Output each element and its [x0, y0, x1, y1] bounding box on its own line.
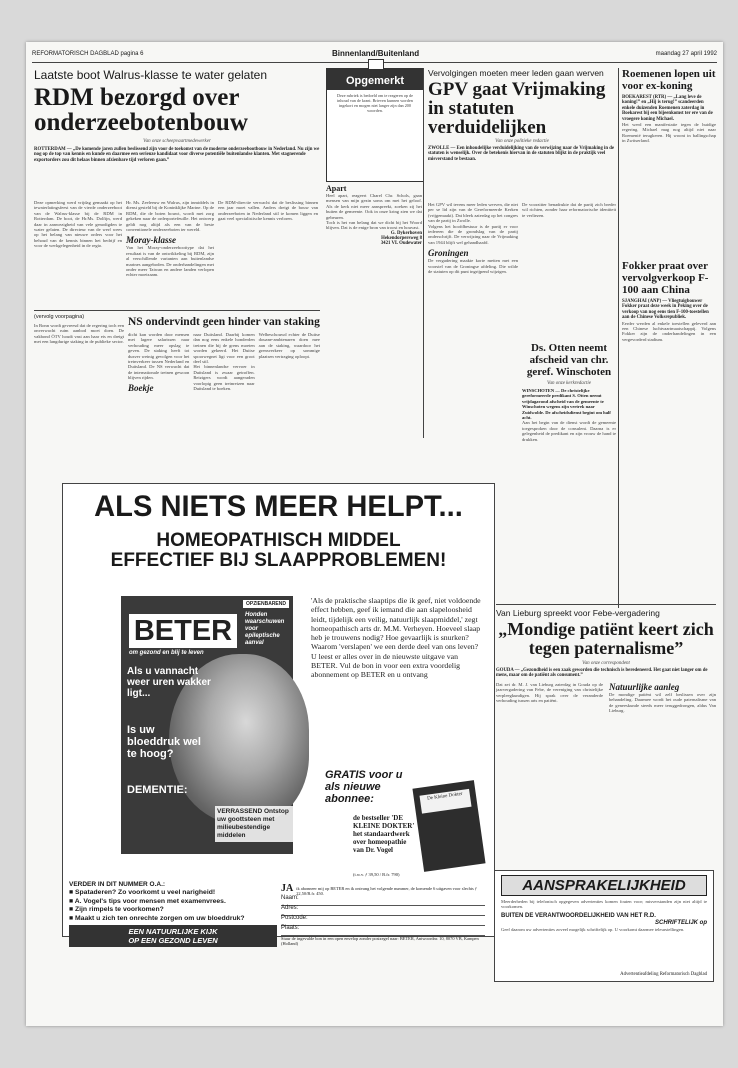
apart-subhead: Apart: [326, 184, 347, 193]
liability-title: AANSPRAKELIJKHEID: [501, 875, 707, 896]
gpv-body-4: De voorzitter benadrukte dat de partij zich breder wil richten, zonder haar reformatorische identiteit te verliezen.: [522, 202, 616, 218]
banner-line-2: OP EEN GEZOND LEVEN: [128, 936, 218, 945]
opgemerkt-bar: [327, 69, 423, 90]
fokker-intro: SJANGHAI (ANP) — Vliegtuigbouwer Fokker praat deze week in Peking over de verkoop van nog eens tien F-100-toestellen aan de Chinese Volksrepubliek.: [622, 299, 709, 321]
apart-city: 3421 VL Oudewater: [380, 240, 422, 246]
lead-body: Deze opmerking werd vrijdag gemaakt op het tewaterlatingsfeest van de vierde onderzeeboot van de Walrus-klasse bij de RDM in Rotterdam. De boot, de Hr.Ms. Dolfijn, werd daar in aanwezigheid van vele genodigden te water gelaten. De directeur van de werf wees op het belang van nieuwe orders voor het behoud van de kennis binnen het bedrijf en voor de werkgelegenheid in de regio.: [34, 200, 122, 249]
banner-line-1: EEN NATUURLIJKE KIJK: [128, 927, 218, 936]
coupon-field-plaats[interactable]: Plaats:: [281, 926, 485, 936]
lead-story: [34, 68, 320, 194]
mag-cover-2: Is uw bloeddruk wel te hoog?: [127, 724, 201, 760]
strike-body-2: naar Duitsland. Daarbij komen dan nog eens enkele honderden treinen die bij de grens moeten worden gekeerd. Het Duitse spoorwegnet ligt voor een groot deel stil.: [193, 332, 255, 365]
febe-headline: „Mondige patiënt keert zich tegen paternalisme”: [498, 619, 714, 658]
lead-body-3: Van het Moray-onderzeeboottype dat het resultaat is van de ontwikkeling bij RDM, zijn al verschillende varianten aan buitenlandse marines aangeboden. De onderhandelingen met onder meer Taiwan en andere landen verlopen echter moeizaam.: [126, 245, 214, 278]
apart-body-2: Toch is het van belang dat we dicht bij het Woord blijven. Dat is de enige bron van troost en houvast.: [326, 220, 422, 231]
continuation-col: [34, 314, 124, 434]
lead-body-2: Hr. Ms. Zeeleeuw en Walrus, zijn inmiddels in dienst gesteld bij de Koninklijke Marine. Op de RDM, die de boten bouwt, wordt met zorg gekeken naar de orderportefeuille. Het ontwerp geldt nog altijd als een van de beste conventionele onderzeeboten ter wereld.: [126, 200, 214, 233]
roemenen-headline: Roemenen lopen uit voor ex-koning: [622, 68, 716, 92]
strike-body-4: Welbeschouwd echter de Duitse douane-ambtenaren doen mee aan de staking, waardoor het grensverkeer op sommige plaatsen vertraging oploopt.: [258, 332, 320, 359]
gratis-offer: GRATIS voor u als nieuwe abonnee:: [325, 769, 403, 805]
coupon-ja: JA: [281, 883, 294, 894]
verder-item: ■ Maakt u zich ten onrechte zorgen om uw bloeddruk?: [69, 914, 245, 922]
febe-body: Dat zei dr. M. J. van Lieburg zaterdag in Gouda op de jaarvergadering van Febe, de vereniging van christelijke verpleegkundigen. Hij sprak over de veranderde verhouding tussen arts en patiënt.: [496, 681, 603, 704]
roemenen-body: Het werd een manifestatie tegen de huidige regering. Michael mag nog altijd niet naar Roemenië terugkeren. Hij woont in ballingschap in Zwitserland.: [622, 122, 716, 144]
gpv-intro: ZWOLLE — Een inhoudelijke verduidelijking van de verwijzing naar de Vrijmaking in de statuten is wenselijk. Over de betekenis hiervan in de statuten blijkt in de praktijk veel misverstand te bestaan.: [428, 146, 615, 162]
verder-item: ■ Spataderen? Zo voorkomt u veel narigheid!: [69, 889, 216, 896]
gpv-body-2: Volgens het hoofdbestuur is de partij er voor iedereen die de grondslag van de partij onderschrijft. De verwijzing naar de Vrijmaking van 1944 blijft wel gehandhaafd.: [428, 223, 518, 245]
mag-badge: OPZIENBAREND: [243, 600, 289, 608]
lead-headline: RDM bezorgd over onderzeebotenbouw: [34, 84, 248, 136]
coupon[interactable]: [281, 883, 485, 946]
winschoten-intro: WINSCHOTEN — De christelijke gereformeerde predikant S. Otten neemt vrijdagavond afscheid van de gemeente te Winschoten wegens zijn vertrek naar Zuidwolde. De afscheidsdienst begint om half acht.: [522, 388, 611, 421]
gpv-byline: Van onze politieke redactie: [495, 139, 549, 144]
lead-col-1: [34, 200, 122, 310]
fokker-headline: Fokker praat over vervolgverkoop F-100 aan China: [622, 260, 709, 296]
febe-byline: Van onze correspondent: [582, 661, 630, 666]
liability-notice: [494, 870, 714, 982]
divider-2: [496, 604, 716, 605]
gpv-col-1: [428, 202, 518, 434]
ad-banner: [69, 925, 277, 947]
strike-headline: NS ondervindt geen hinder van staking: [128, 316, 320, 328]
column-rule-2: [618, 68, 619, 608]
mag-logo: BETER: [129, 614, 237, 648]
opgemerkt-title: Opgemerkt: [345, 75, 405, 87]
lead-col-3: [218, 200, 318, 310]
roemenen-story: [622, 68, 716, 258]
febe-kicker: Van Lieburg spreekt voor Febe-vergadering: [496, 608, 660, 618]
beter-advertisement: [62, 483, 495, 946]
liability-line-2: BUITEN DE VERANTWOORDELIJKHEID VAN HET R.D.: [501, 912, 656, 919]
book-image: [412, 780, 485, 872]
gpv-body-3: De vergadering maakte korte metten met een voorstel van de Groningse afdeling. Die wilde de statuten op dit punt ingrijpend wijzigen.: [428, 258, 518, 275]
febe-story: [496, 608, 716, 866]
winschoten-story: [522, 342, 616, 442]
fokker-story: [622, 260, 716, 608]
ad-title: ALS NIETS MEER HELPT...: [94, 490, 463, 523]
header-date: maandag 27 april 1992: [655, 51, 717, 57]
ad-copy: 'Als de praktische slaaptips die ik geef, niet voldoende effect hebben, geef ik iemand die aan slapeloosheid leidt, tijdelijk een veilig, natuurlijk slaapmiddel,' zegt homeopathisch arts dr. M.M. Verheyen. Hoeveel slaap heb je trouwens nodig? Hoe gevaarlijk is snurken? Waarom 'verslapen' we een derde deel van ons leven? U leest er alles over in de nieuwste uitgave van BETER. Vul de bon in voor een extra voordelig abonnement op BETER en u ontvang: [311, 596, 481, 680]
coupon-field-adres[interactable]: Adres:: [281, 906, 485, 916]
strike-story: [128, 316, 320, 434]
ad-subtitle-1: HOMEOPATHISCH MIDDEL: [156, 530, 401, 551]
mag-cover-3: DEMENTIE:: [127, 784, 188, 796]
gpv-kicker: Vervolgingen moeten meer leden gaan werven: [428, 68, 604, 78]
lead-col-2: [126, 200, 214, 310]
header-section: Binnenland/Buitenland: [332, 49, 420, 58]
newspaper-page: [26, 42, 723, 1026]
apart-signoff: G. Dykerhoven: [390, 230, 422, 236]
roemenen-intro: BOEKAREST (RTR) — „Lang leve de koning!” en „Hij is terug!” scandeerden enkele duizenden Roemenen zaterdag in Boekarest bij een bijeenkomst ter ere van de vroegere koning Michael.: [622, 95, 713, 122]
coupon-field-postcode[interactable]: Postcode:: [281, 916, 485, 926]
strike-body-3: Het binnenlandse vervoer in Duitsland is zwaar getroffen. Reizigers wordt aangeraden voorlopig geen treinreizen naar Duitsland te boeken.: [193, 364, 255, 392]
febe-subhead: Natuurlijke aanleg: [609, 681, 680, 692]
book-price: (t.w.v. ƒ 39,50 / B.fr. 790): [353, 872, 400, 877]
mag-tagline: om gezond en blij te leven: [129, 650, 204, 656]
opgemerkt-note: Deze rubriek is bedoeld om te reageren op de inhoud van de krant. Brieven kunnen worden ingekort en mogen niet langer zijn dan 200 woorden.: [336, 93, 414, 113]
febe-body-2: De mondige patiënt wil zelf beslissen over zijn behandeling. Daarmee wordt het oude paternalisme van de geneeskunde steeds meer teruggedrongen, aldus Van Lieburg.: [609, 691, 716, 714]
gpv-body: Het GPV wil tevens meer leden werven, die niet per se lid zijn van de Gereformeerde Kerken (vrijgemaakt). Dat bleek zaterdag op het congres van de partij in Zwolle.: [428, 202, 518, 224]
winschoten-byline: Van onze kerkredactie: [547, 381, 591, 386]
ad-subtitle-2: EFFECTIEF BIJ SLAAPPROBLEMEN!: [110, 550, 447, 571]
winschoten-headline: Ds. Otten neemt afscheid van chr. geref. Winschoten: [526, 342, 612, 378]
mag-cover-1: Als u vannacht weer uren wakker ligt...: [127, 666, 211, 699]
apart-address: Hekendorpersweg 8: [381, 235, 422, 241]
winschoten-body: Aan het begin van de dienst wordt de gemeente toegesproken door de consulent. Daarna is er gelegenheid de predikant en zijn vrouw de hand te drukken.: [522, 420, 616, 442]
liability-line-1: Meerderheden bij telefonisch opgegeven advertenties komen fouten voor; misverstanden zijn niet altijd te voorkomen.: [501, 899, 707, 910]
mag-hook: Honden waarschuwen voor epileptische aanval: [245, 612, 285, 646]
coupon-field-naam[interactable]: Naam:: [281, 896, 485, 906]
liability-line-3: SCHRIFTELIJK op: [655, 919, 707, 926]
magazine-cover: [121, 596, 293, 854]
gpv-headline: GPV gaat Vrijmaking in statuten verduidelijken: [428, 79, 606, 138]
ad-contents-list: [69, 881, 277, 947]
apart-body: Heel apart, reageert Charel Chr. Schols, gaan mensen van mijn gezin soms om met het geloof. Als de kerk niet meer aanspreekt, zoeken zij het buiten de gemeente. Ook in onze kring zien we dat gebeuren.: [326, 193, 422, 220]
verder-item: ■ Zijn rimpels te voorkomen?: [69, 906, 164, 913]
verder-title: VERDER IN DIT NUMMER O.A.:: [69, 881, 166, 888]
strike-body: dicht kan worden door mensen met lagere salarissen naar verhouding meer opslag te geven. De staking heeft tot dusver weinig gevolgen voor het treinverkeer tussen Nederland en Duitsland. De NS verwacht dat de internationale treinen gewoon blijven rijden.: [128, 332, 190, 381]
liability-footer: Advertentieafdeling Reformatorisch Dagblad: [620, 972, 707, 977]
continuation-body: In Bonn wordt gevreesd dat de regering toch een onverwacht ruim aanbod moet doen. De vakbond ÖTV houdt vast aan haar eis en dreigt met een langdurige staking in de publieke sector.: [34, 323, 124, 345]
book-title: De Kleine Dokter: [420, 789, 472, 814]
mag-cover-4: VERRASSEND Ontstop uw goottsteen met milieubestendige middelen: [215, 806, 293, 842]
verder-item: ■ A. Vogel's tips voor mensen met examenvrees.: [69, 897, 226, 905]
lead-subhead: Moray-klasse: [126, 235, 176, 246]
febe-intro: GOUDA — „Gezondheid is een zaak geworden die technisch is beredeneerd. Het gaat niet langer om de mens, maar om de patiënt als consument.”: [496, 668, 708, 679]
coupon-text: ik abonneer mij op BETER en ik ontvang het volgende nummer, de komende 6 uitgaven voor slechts ƒ 22,50/B.fr. 450.: [296, 886, 478, 896]
lead-body-4: De RDM-directie verwacht dat de beslissing binnen een jaar moet vallen. Anders dreigt de bouw van onderzeeboten in Nederland stil te komen liggen en gaat veel specialistische kennis verloren.: [218, 200, 318, 222]
header-left: REFORMATORISCH DAGBLAD pagina 6: [32, 51, 144, 57]
opgemerkt-box: [326, 68, 424, 182]
column-rule: [423, 68, 424, 438]
continuation-label: (vervolg voorpagina): [34, 314, 85, 320]
gpv-subhead: Groningen: [428, 248, 469, 259]
opgemerkt-letters: [326, 184, 422, 434]
coupon-send: Stuur de ingevulde bon in een open envelop zonder postzegel naar: BETER, Antwoordnr. 10, 8070 VB, Kampen (Holland): [281, 936, 479, 946]
envelope-icon: [368, 59, 384, 70]
gpv-col-2: [522, 202, 616, 342]
book-label: de bestseller 'DE KLEINE DOKTER' het standaardwerk over homeopathie van Dr. Vogel: [353, 814, 415, 854]
divider: [34, 310, 320, 311]
lead-byline: Van onze scheepvaartmedewerker: [143, 139, 211, 144]
strike-subhead: Boekje: [128, 382, 154, 393]
lead-kicker: Laatste boot Walrus-klasse te water gelaten: [34, 68, 268, 82]
fokker-body: Eerder werden al enkele toestellen geleverd aan een Chinese luchtvaartmaatschappij. Volgens Fokker zijn de onderhandelingen in een vergevorderd stadium.: [622, 320, 716, 342]
liability-line-4: Geef daarom uw advertenties zoveel mogelijk schriftelijk op. U voorkomt daarmee teleurstellingen.: [501, 926, 685, 932]
lead-intro: ROTTERDAM — „De komende jaren zullen beslissend zijn voor de toekomst van de moderne onderzeebootbouw in Nederland. Nu zijn we nog op de top van kennis en kunde en daarmee een serieuze kandidaat voor diverse potentiële buitenlandse klanten. Met stagnerende exportorders zou dit helaas binnen afzienbare tijd verloren gaan.”: [34, 147, 320, 163]
gpv-story: [428, 68, 616, 198]
